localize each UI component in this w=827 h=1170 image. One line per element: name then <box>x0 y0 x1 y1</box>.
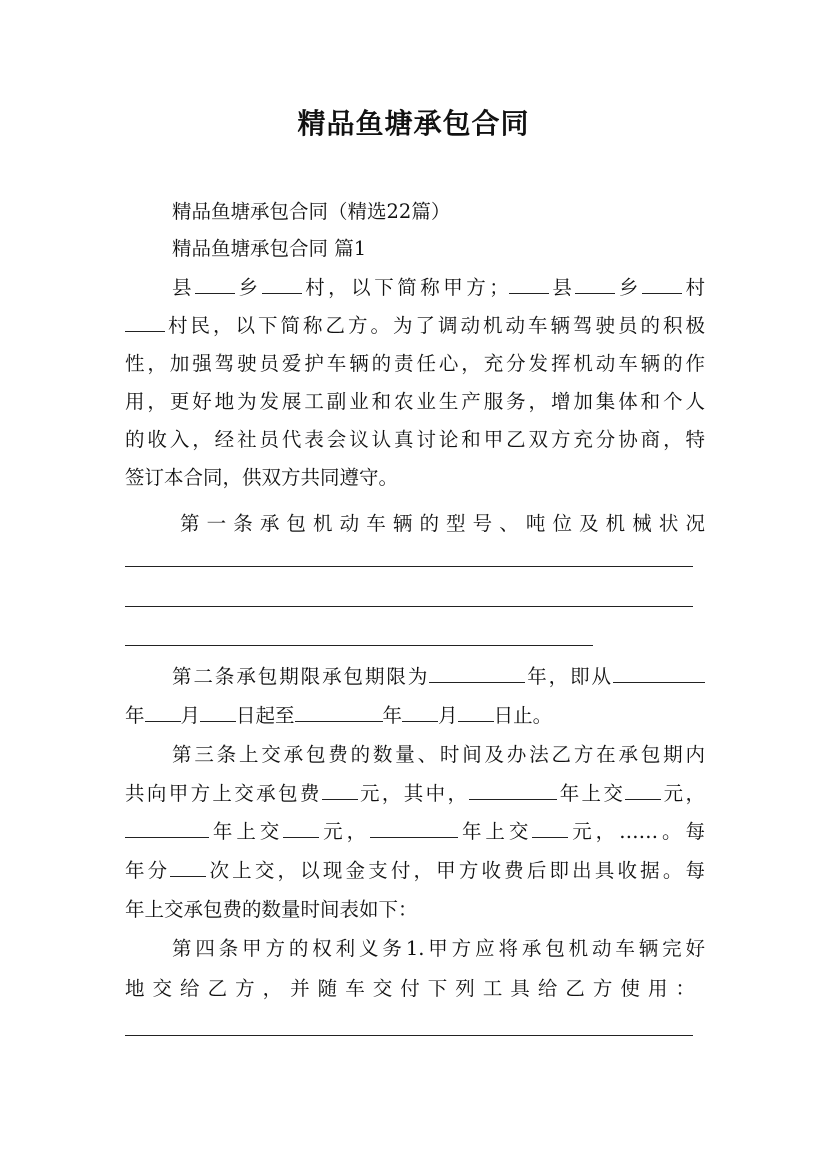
blank-field <box>625 780 661 800</box>
article-2-line-2: 年 月 日起至 年 月 日止。 <box>125 704 553 727</box>
blank-field <box>195 274 235 294</box>
document-title: 精品鱼塘承包合同 <box>297 107 530 140</box>
paragraph-1-line-4: 用，更好地为发展工副业和农业生产服务，增加集体和个人 <box>125 390 705 413</box>
article-3-line-1: 第三条上交承包费的数量、时间及办法乙方在承包期内 <box>172 743 705 766</box>
blank-line-rule <box>125 645 593 646</box>
blank-field <box>295 702 383 722</box>
document-subtitle: 精品鱼塘承包合同（精选22篇） <box>172 200 451 223</box>
section-heading: 精品鱼塘承包合同 篇1 <box>172 237 367 260</box>
article-3-line-3: 年上交 元， 年上交 元，……。每 <box>125 818 705 846</box>
paragraph-1-line-1: 县 乡 村，以下简称甲方； 县 乡 村 <box>172 276 705 299</box>
blank-field <box>125 312 165 332</box>
blank-field <box>200 702 236 722</box>
article-3-line-2: 共向甲方上交承包费 元，其中， 年上交 元， <box>125 782 705 805</box>
blank-field <box>125 818 209 838</box>
blank-field <box>402 702 438 722</box>
paragraph-1-line-5: 的收入，经社员代表会议认真讨论和甲乙双方充分协商，特 <box>125 428 705 451</box>
blank-field <box>429 663 525 683</box>
blank-field <box>262 274 302 294</box>
blank-field <box>370 818 458 838</box>
article-4-line-2: 地交给乙方，并随车交付下列工具给乙方使用： <box>125 977 695 1000</box>
blank-line-rule <box>125 606 693 607</box>
paragraph-1-line-2: 村民，以下简称乙方。为了调动机动车辆驾驶员的积极 <box>125 312 705 340</box>
article-1-heading: 第一条承包机动车辆的型号、吨位及机械状况 <box>180 512 705 535</box>
article-3-line-4: 年分 次上交，以现金支付，甲方收费后即出具收据。每 <box>125 859 705 882</box>
blank-field <box>642 274 682 294</box>
blank-field <box>575 274 615 294</box>
blank-field <box>469 780 557 800</box>
blank-field <box>170 857 206 877</box>
blank-field <box>322 780 358 800</box>
paragraph-1-line-6: 签订本合同，供双方共同遵守。 <box>125 466 399 489</box>
blank-field <box>509 274 549 294</box>
article-3-line-5: 年上交承包费的数量时间表如下： <box>125 898 418 921</box>
blank-field <box>283 818 319 838</box>
article-4-line-1: 第四条甲方的权利义务1.甲方应将承包机动车辆完好 <box>172 937 705 960</box>
blank-field <box>532 818 568 838</box>
blank-field <box>145 702 181 722</box>
paragraph-1-line-3: 性，加强驾驶员爱护车辆的责任心，充分发挥机动车辆的作 <box>125 352 705 375</box>
blank-field <box>458 702 494 722</box>
blank-line-rule <box>125 1035 693 1036</box>
blank-line-rule <box>125 566 693 567</box>
blank-field <box>613 663 705 683</box>
article-2-line-1: 第二条承包期限承包期限为 年，即从 <box>172 663 705 691</box>
